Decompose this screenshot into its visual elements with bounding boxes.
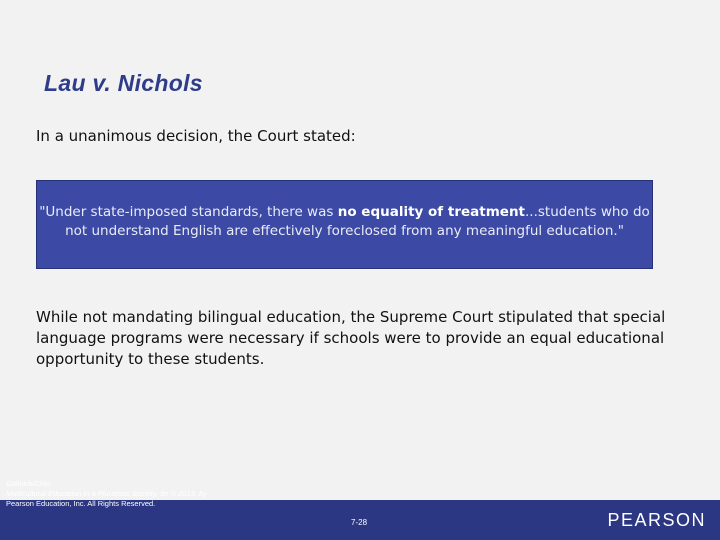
body-paragraph: While not mandating bilingual education, the Supreme Court stipulated that special language programs were necessary if schools were to provide an equal educational opportunity to these students. [36, 308, 666, 368]
credit-line-2: Multicultural Education in a Pluralistic Society, 9e © 2013, by [6, 489, 207, 498]
page-number: 7-28 [351, 518, 368, 527]
quote-emphasis: no equality of treatment [337, 204, 526, 220]
intro-text: In a unanimous decision, the Court stated: [36, 127, 356, 145]
slide-title: Lau v. Nichols [44, 70, 203, 96]
credit-line-1: Gollnick/Chin [6, 479, 51, 488]
quote-part-2: ...students who do not understand English are effectively foreclosed from any meaningful education." [65, 204, 650, 239]
credit-line-3: Pearson Education, Inc. All Rights Reserved. [6, 499, 156, 508]
quote-part-1: "Under state-imposed standards, there was [39, 204, 338, 220]
pearson-logo: PEARSON [607, 510, 706, 530]
copyright-credit [6, 479, 207, 509]
quote-box [36, 180, 653, 269]
